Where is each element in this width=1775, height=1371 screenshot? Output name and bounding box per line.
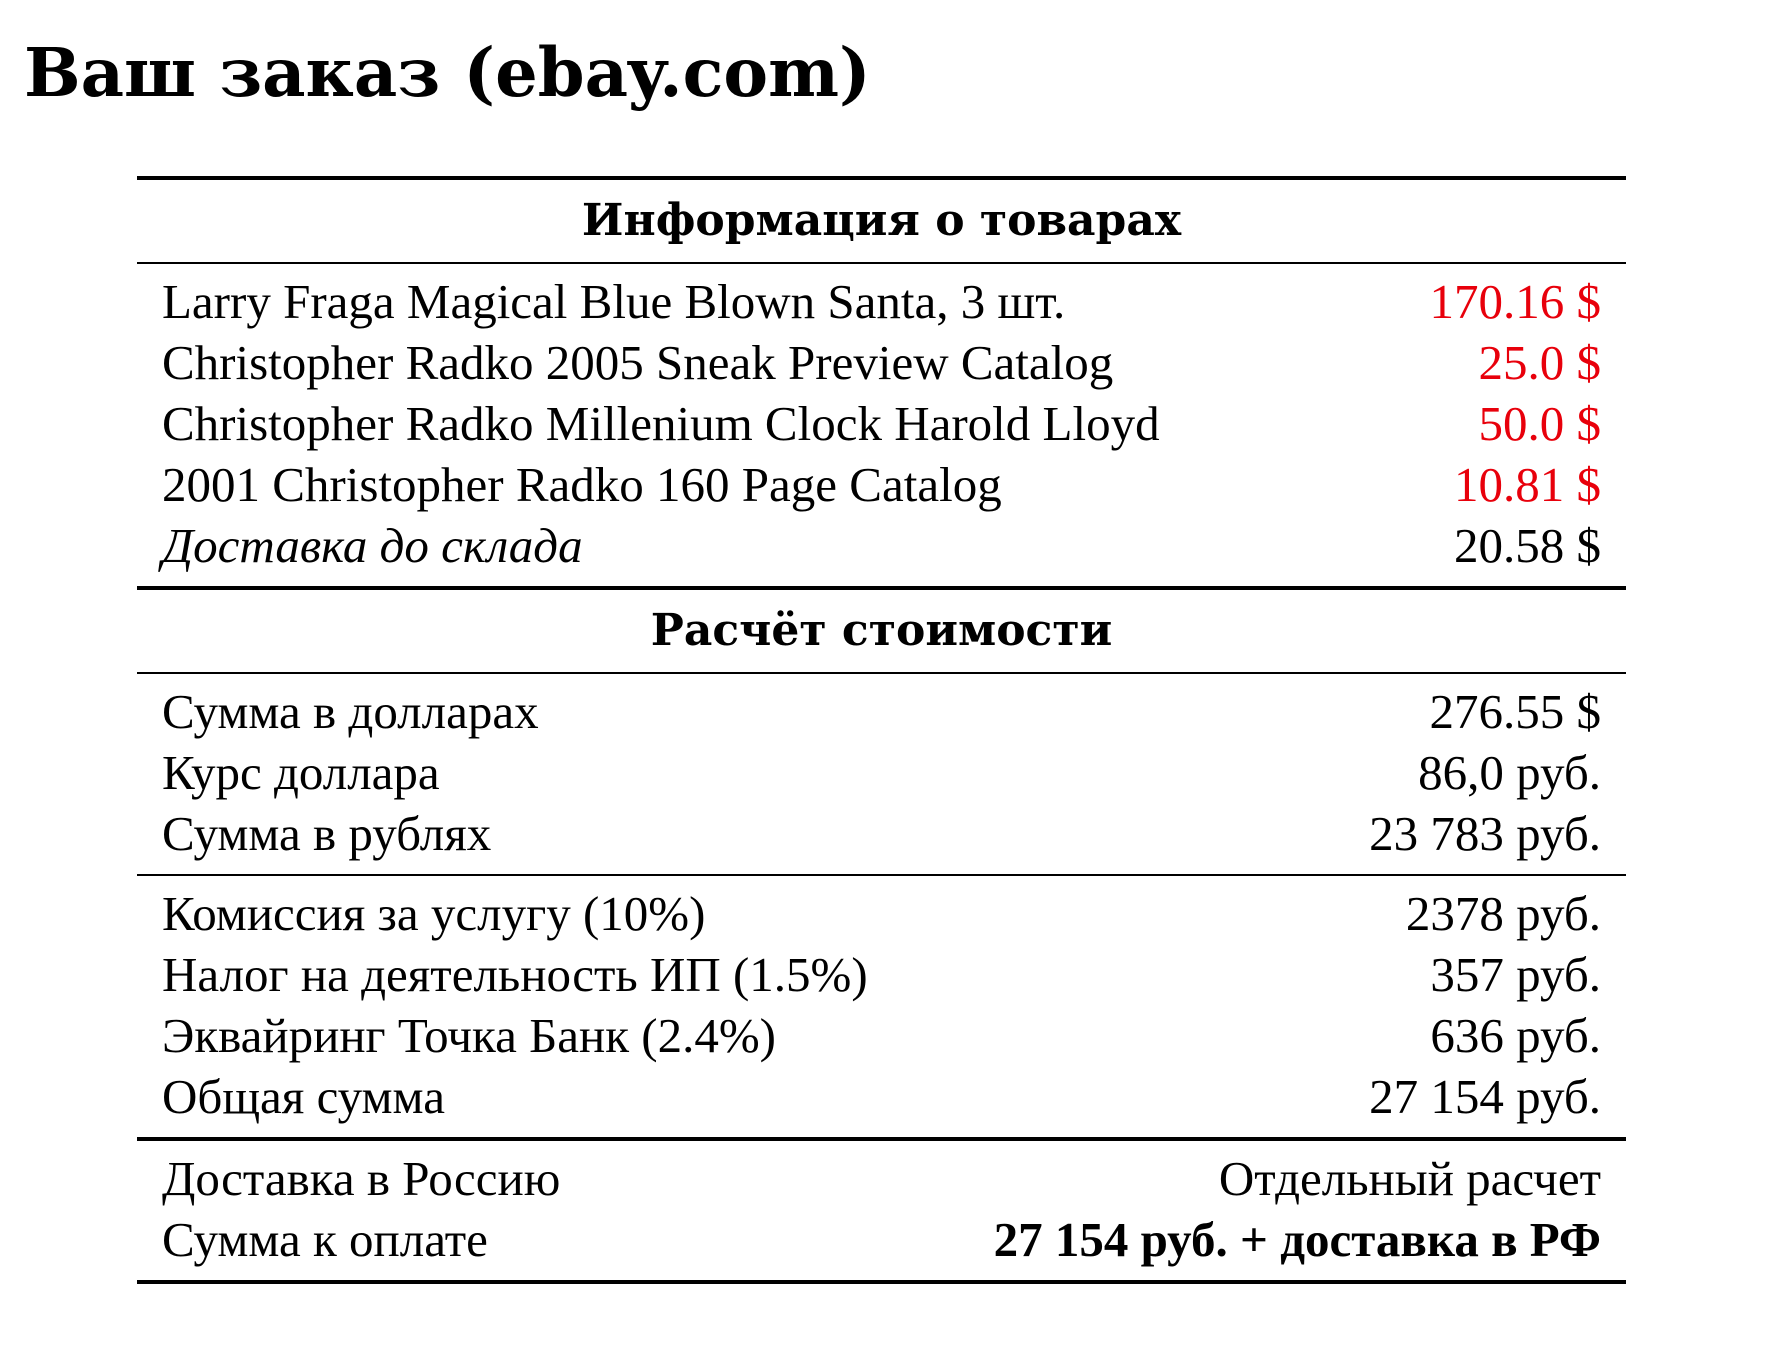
service-fee-label: Комиссия за услугу (10%) [162, 886, 706, 941]
items-section-heading: Информация о товарах [581, 195, 1182, 246]
warehouse-delivery-value: 20.58 $ [1454, 518, 1601, 573]
russia-delivery-value: Отдельный расчет [1218, 1151, 1601, 1206]
item-price: 50.0 $ [1478, 396, 1601, 451]
item-name: 2001 Christopher Radko 160 Page Catalog [162, 457, 1002, 512]
amount-due-label: Сумма к оплате [162, 1212, 488, 1267]
service-fee-value: 2378 руб. [1405, 886, 1601, 941]
cost-section-heading: Расчёт стоимости [650, 605, 1113, 656]
amount-due-value: 27 154 руб. + доставка в РФ [993, 1212, 1601, 1267]
warehouse-delivery-label: Доставка до склада [162, 518, 583, 573]
usd-sum-value: 276.55 $ [1429, 684, 1601, 739]
item-row [137, 271, 1626, 332]
rub-sum-label: Сумма в рублях [162, 806, 492, 861]
item-price: 170.16 $ [1429, 274, 1601, 329]
rub-sum-value: 23 783 руб. [1369, 806, 1601, 861]
bottom-rule [137, 1280, 1626, 1284]
acquiring-label: Эквайринг Точка Банк (2.4%) [162, 1008, 776, 1063]
tax-row [137, 944, 1626, 1005]
total-value: 27 154 руб. [1369, 1069, 1601, 1124]
exchange-rate-label: Курс доллара [162, 745, 440, 800]
final-list [137, 1141, 1626, 1280]
item-name: Christopher Radko 2005 Sneak Preview Catalog [162, 335, 1114, 390]
russia-delivery-label: Доставка в Россию [162, 1151, 561, 1206]
item-name: Christopher Radko Millenium Clock Harold Lloyd [162, 396, 1160, 451]
service-fee-row [137, 883, 1626, 944]
usd-sum-label: Сумма в долларах [162, 684, 539, 739]
acquiring-value: 636 руб. [1430, 1008, 1601, 1063]
item-row [137, 332, 1626, 393]
warehouse-delivery-row [137, 515, 1626, 576]
items-list [137, 264, 1626, 586]
total-row [137, 1066, 1626, 1127]
usd-sum-row [137, 681, 1626, 742]
total-label: Общая сумма [162, 1069, 445, 1124]
rub-sum-row [137, 803, 1626, 864]
fees-list [137, 876, 1626, 1137]
russia-delivery-row [137, 1148, 1626, 1209]
amount-due-row [137, 1209, 1626, 1270]
item-row [137, 393, 1626, 454]
order-summary-table [137, 176, 1626, 1284]
exchange-rate-row [137, 742, 1626, 803]
exchange-rate-value: 86,0 руб. [1418, 745, 1601, 800]
item-row [137, 454, 1626, 515]
item-price: 10.81 $ [1454, 457, 1601, 512]
conversion-list [137, 674, 1626, 874]
tax-value: 357 руб. [1430, 947, 1601, 1002]
item-price: 25.0 $ [1478, 335, 1601, 390]
tax-label: Налог на деятельность ИП (1.5%) [162, 947, 868, 1002]
page-title: Ваш заказ (ebay.com) [24, 33, 871, 112]
item-name: Larry Fraga Magical Blue Blown Santa, 3 шт. [162, 274, 1066, 329]
acquiring-row [137, 1005, 1626, 1066]
